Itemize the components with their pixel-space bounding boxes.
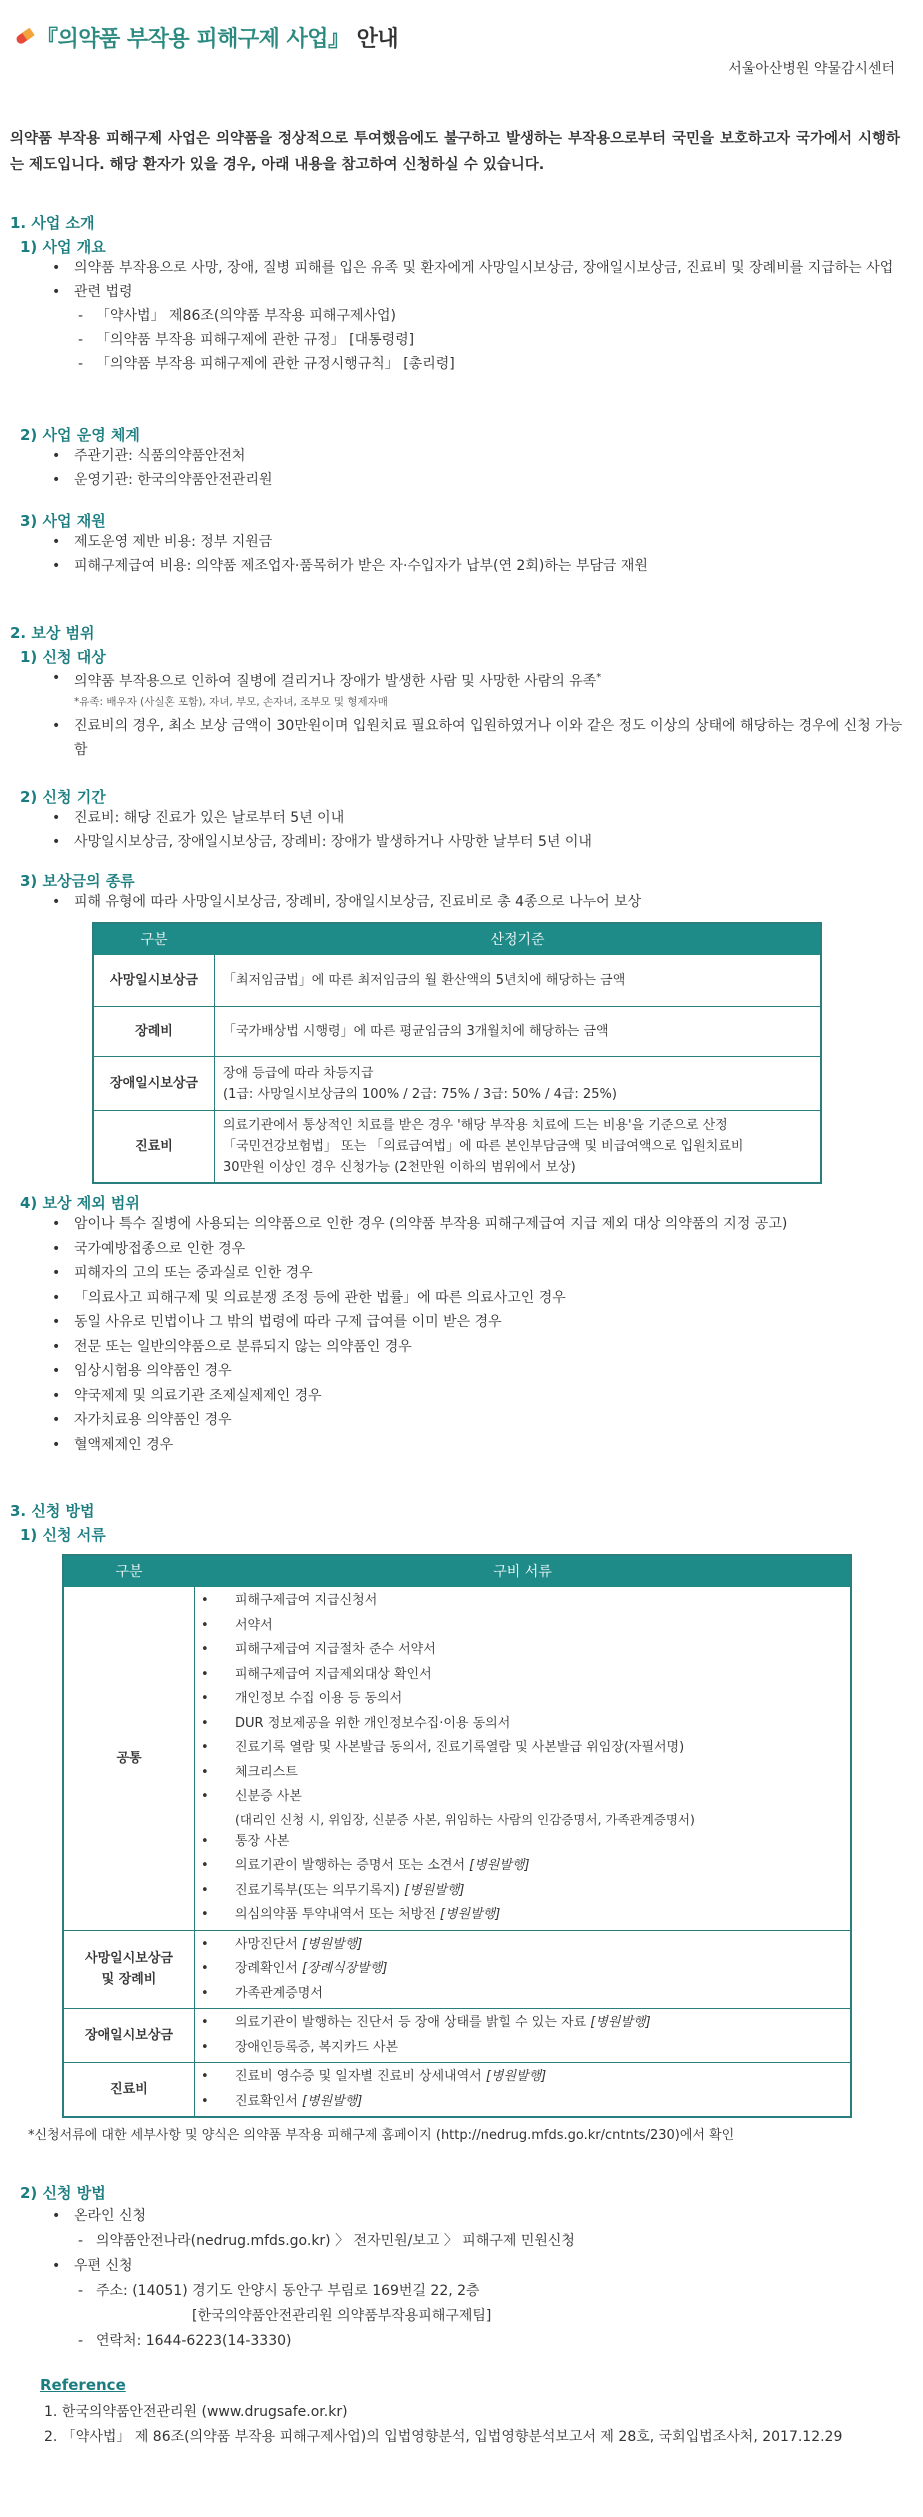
table-key-cell: 사망일시보상금 및 장례비: [63, 1930, 195, 2009]
table-value-cell: 장애 등급에 따라 차등지급 (1급: 사망일시보상금의 100% / 2급: 75% / 3급: 50% / 4급: 25%): [215, 1057, 822, 1111]
section-1-3-title: 3) 사업 재원: [20, 512, 106, 530]
bullet-item: • 「의료사고 피해구제 및 의료분쟁 조정 등에 관한 법률」에 따른 의료사고인 경우: [52, 1286, 907, 1311]
bullet-item: • 동일 사유로 민법이나 그 밖의 법령에 따라 구제 급여를 이미 받은 경우: [52, 1310, 907, 1335]
bullet-item: • 우편 신청: [52, 2254, 907, 2279]
section-1-2-body: [52, 444, 907, 492]
list-item: • 사망진단서 [병원발행]: [195, 1933, 850, 1958]
list-item: • DUR 정보제공을 위한 개인정보수집·이용 동의서: [195, 1712, 850, 1737]
bullet-item: • 자가치료용 의약품인 경우: [52, 1408, 907, 1433]
reference-title: Reference: [40, 2376, 126, 2394]
bullet-item: • 제도운영 제반 비용: 정부 지원금: [52, 530, 907, 554]
list-item: • 진료확인서 [병원발행]: [195, 2090, 850, 2115]
list-item: • 체크리스트: [195, 1761, 850, 1786]
list-item: • 장례확인서 [장례식장발행]: [195, 1957, 850, 1982]
bullet-item: • 피해 유형에 따라 사망일시보상금, 장례비, 장애일시보상금, 진료비로 총 4종으로 나누어 보상: [52, 890, 907, 914]
list-item: • 가족관계증명서: [195, 1982, 850, 2007]
table-value-cell: 「최저임금법」에 따른 최저임금의 월 환산액의 5년치에 해당하는 금액: [215, 955, 822, 1007]
section-1-2-title: 2) 사업 운영 체계: [20, 426, 140, 444]
section-1-title: 1. 사업 소개: [10, 214, 95, 232]
list-item: • 의료기관이 발행하는 증명서 또는 소견서 [병원발행]: [195, 1854, 850, 1879]
law-item: - 「의약품 부작용 피해구제에 관한 규정」 [대통령령]: [78, 328, 907, 352]
list-item: • 의심의약품 투약내역서 또는 처방전 [병원발행]: [195, 1903, 850, 1928]
table-row: [63, 2063, 851, 2118]
bullet-item: • 피해구제급여 비용: 의약품 제조업자·품목허가 받은 자·수입자가 납부(연 2회)하는 부담금 재원: [52, 554, 907, 578]
list-item: • 서약서: [195, 1614, 850, 1639]
list-item: • 진료비 영수증 및 일자별 진료비 상세내역서 [병원발행]: [195, 2065, 850, 2090]
bullet-item: • 암이나 특수 질병에 사용되는 의약품으로 인한 경우 (의약품 부작용 피해구제급여 지급 제외 대상 의약품의 지정 공고): [52, 1212, 907, 1237]
table-key-cell: 장애일시보상금: [63, 2009, 195, 2063]
list-item: • 피해구제급여 지급제외대상 확인서: [195, 1663, 850, 1688]
table-value-cell: 「국가배상법 시행령」에 따른 평균임금의 3개월치에 해당하는 금액: [215, 1007, 822, 1057]
table-row: [63, 1587, 851, 1931]
reference-item: 1. 한국의약품안전관리원 (www.drugsafe.or.kr): [44, 2404, 348, 2420]
document-list: [195, 1933, 850, 2007]
bullet-item: • 진료비: 해당 진료가 있은 날로부터 5년 이내: [52, 806, 907, 830]
section-1-3-body: [52, 530, 907, 578]
table-key-cell: 장애일시보상금: [93, 1057, 215, 1111]
section-2-4-body: [52, 1212, 907, 1457]
reference-item: 2. 「약사법」 제 86조(의약품 부작용 피해구제사업)의 입법영향분석, 입법영향분석보고서 제 28호, 국회입법조사처, 2017.12.29: [44, 2429, 843, 2445]
list-item: • 신분증 사본 (대리인 신청 시, 위임장, 신분증 사본, 위임하는 사람의 인감증명서, 가족관계증명서): [195, 1785, 850, 1830]
table-key-cell: 공통: [63, 1587, 195, 1931]
intro-paragraph: 의약품 부작용 피해구제 사업은 의약품을 정상적으로 투여했음에도 불구하고 발생하는 부작용으로부터 국민을 보호하고자 국가에서 시행하는 제도입니다. 해당 환자가 있을 경우, 아래 내용을 참고하여 신청하실 수 있습니다.: [10, 131, 900, 173]
reference-list: [44, 2400, 904, 2450]
table-row: [93, 1007, 821, 1057]
table-row: [63, 1930, 851, 2009]
section-3-2-title: 2) 신청 방법: [20, 2184, 106, 2202]
bullet-item: • 운영기관: 한국의약품안전관리원: [52, 468, 907, 492]
table-header-cell: 구분: [93, 923, 215, 955]
section-1-1-body: [52, 256, 907, 376]
bullet-item: • 국가예방접종으로 인한 경우: [52, 1237, 907, 1262]
bullet-item: • 주관기관: 식품의약품안전처: [52, 444, 907, 468]
table-header-cell: 구비 서류: [195, 1555, 852, 1587]
table-key-cell: 장례비: [93, 1007, 215, 1057]
mail-address: - 주소: (14051) 경기도 안양시 동안구 부림로 169번길 22, 2층: [78, 2279, 907, 2304]
footnote: *유족: 배우자 (사실혼 포함), 자녀, 부모, 손자녀, 조부모 및 형제자매: [74, 695, 388, 708]
table-header-row: [63, 1555, 851, 1587]
bullet-item: • 의약품 부작용으로 인하여 질병에 걸리거나 장애가 발생한 사람 및 사망한 사람의 유족*: [52, 666, 907, 694]
documents-table: [62, 1554, 852, 2118]
list-item: • 피해구제급여 지급신청서: [195, 1589, 850, 1614]
table-key-cell: 사망일시보상금: [93, 955, 215, 1007]
bullet-item: • 약국제제 및 의료기관 조제실제제인 경우: [52, 1384, 907, 1409]
section-3-2-body: [52, 2204, 907, 2354]
section-2-title: 2. 보상 범위: [10, 624, 95, 642]
list-item: • 장애인등록증, 복지카드 사본: [195, 2036, 850, 2061]
bullet-item: • 임상시험용 의약품인 경우: [52, 1359, 907, 1384]
table-value-cell: 의료기관에서 통상적인 치료를 받은 경우 '해당 부작용 치료에 드는 비용'을 기준으로 산정 「국민건강보험법」 또는 「의료급여법」에 따른 본인부담금액 및 비급여액으로 입원치료비 30만원 이상인 경우 신청가능 (2천만원 이하의 범위에서 보상): [215, 1111, 822, 1183]
list-item: • 개인정보 수집 이용 등 동의서: [195, 1687, 850, 1712]
mail-recipient: [한국의약품안전관리원 의약품부작용피해구제팀]: [192, 2308, 492, 2324]
table-header-cell: 구분: [63, 1555, 195, 1587]
list-item: • 피해구제급여 지급절차 준수 서약서: [195, 1638, 850, 1663]
law-item: - 「의약품 부작용 피해구제에 관한 규정시행규칙」 [총리령]: [78, 352, 907, 376]
table-row: [63, 2009, 851, 2063]
bullet-item: • 전문 또는 일반의약품으로 분류되지 않는 의약품인 경우: [52, 1335, 907, 1360]
document-list: [195, 2065, 850, 2114]
table-header-cell: 산정기준: [215, 923, 822, 955]
table-row: [93, 1111, 821, 1183]
bullet-item: • 의약품 부작용으로 사망, 장애, 질병 피해를 입은 유족 및 환자에게 사망일시보상금, 장애일시보상금, 진료비 및 장례비를 지급하는 사업: [52, 256, 907, 280]
section-3-title: 3. 신청 방법: [10, 1502, 95, 1520]
bullet-item: • 사망일시보상금, 장애일시보상금, 장례비: 장애가 발생하거나 사망한 날부터 5년 이내: [52, 830, 907, 854]
table-row: [93, 955, 821, 1007]
section-2-2-title: 2) 신청 기간: [20, 788, 106, 806]
bullet-item: • 온라인 신청: [52, 2204, 907, 2229]
compensation-table: [92, 922, 822, 1184]
list-item: • 진료기록부(또는 의무기록지) [병원발행]: [195, 1879, 850, 1904]
section-2-4-title: 4) 보상 제외 범위: [20, 1194, 140, 1212]
list-item: • 통장 사본: [195, 1830, 850, 1855]
section-2-3-body: [52, 890, 907, 914]
online-path: - 의약품안전나라(nedrug.mfds.go.kr) 〉 전자민원/보고 〉 피해구제 민원신청: [78, 2229, 907, 2254]
table-key-cell: 진료비: [93, 1111, 215, 1183]
bullet-item: • 피해자의 고의 또는 중과실로 인한 경우: [52, 1261, 907, 1286]
list-item: • 의료기관이 발행하는 진단서 등 장애 상태를 밝힐 수 있는 자료 [병원발행]: [195, 2011, 850, 2036]
bullet-item: • 관련 법령: [52, 280, 907, 304]
section-2-2-body: [52, 806, 907, 854]
organization-name: 서울아산병원 약물감시센터: [728, 61, 895, 77]
section-1-1-title: 1) 사업 개요: [20, 238, 106, 256]
section-3-1-title: 1) 신청 서류: [20, 1526, 106, 1544]
page-title: 『의약품 부작용 피해구제 사업』 안내: [36, 27, 399, 52]
section-2-1-title: 1) 신청 대상: [20, 648, 106, 666]
bullet-item: • 진료비의 경우, 최소 보상 금액이 30만원이며 입원치료 필요하여 입원하였거나 이와 같은 정도 이상의 상태에 해당하는 경우에 신청 가능함: [52, 714, 907, 762]
contact-phone: - 연락처: 1644-6223(14-3330): [78, 2329, 907, 2354]
document-list: [195, 1589, 850, 1928]
table-header-row: [93, 923, 821, 955]
document-list: [195, 2011, 850, 2060]
table-key-cell: 진료비: [63, 2063, 195, 2118]
section-2-3-title: 3) 보상금의 종류: [20, 872, 135, 890]
documents-footnote: *신청서류에 대한 세부사항 및 양식은 의약품 부작용 피해구제 홈페이지 (http://nedrug.mfds.go.kr/cntnts/230)에서 확인: [28, 2128, 735, 2143]
list-item: • 진료기록 열람 및 사본발급 동의서, 진료기록열람 및 사본발급 위임장(자필서명): [195, 1736, 850, 1761]
section-2-1-body: [52, 666, 907, 762]
law-item: - 「약사법」 제86조(의약품 부작용 피해구제사업): [78, 304, 907, 328]
table-row: [93, 1057, 821, 1111]
bullet-item: • 혈액제제인 경우: [52, 1433, 907, 1458]
